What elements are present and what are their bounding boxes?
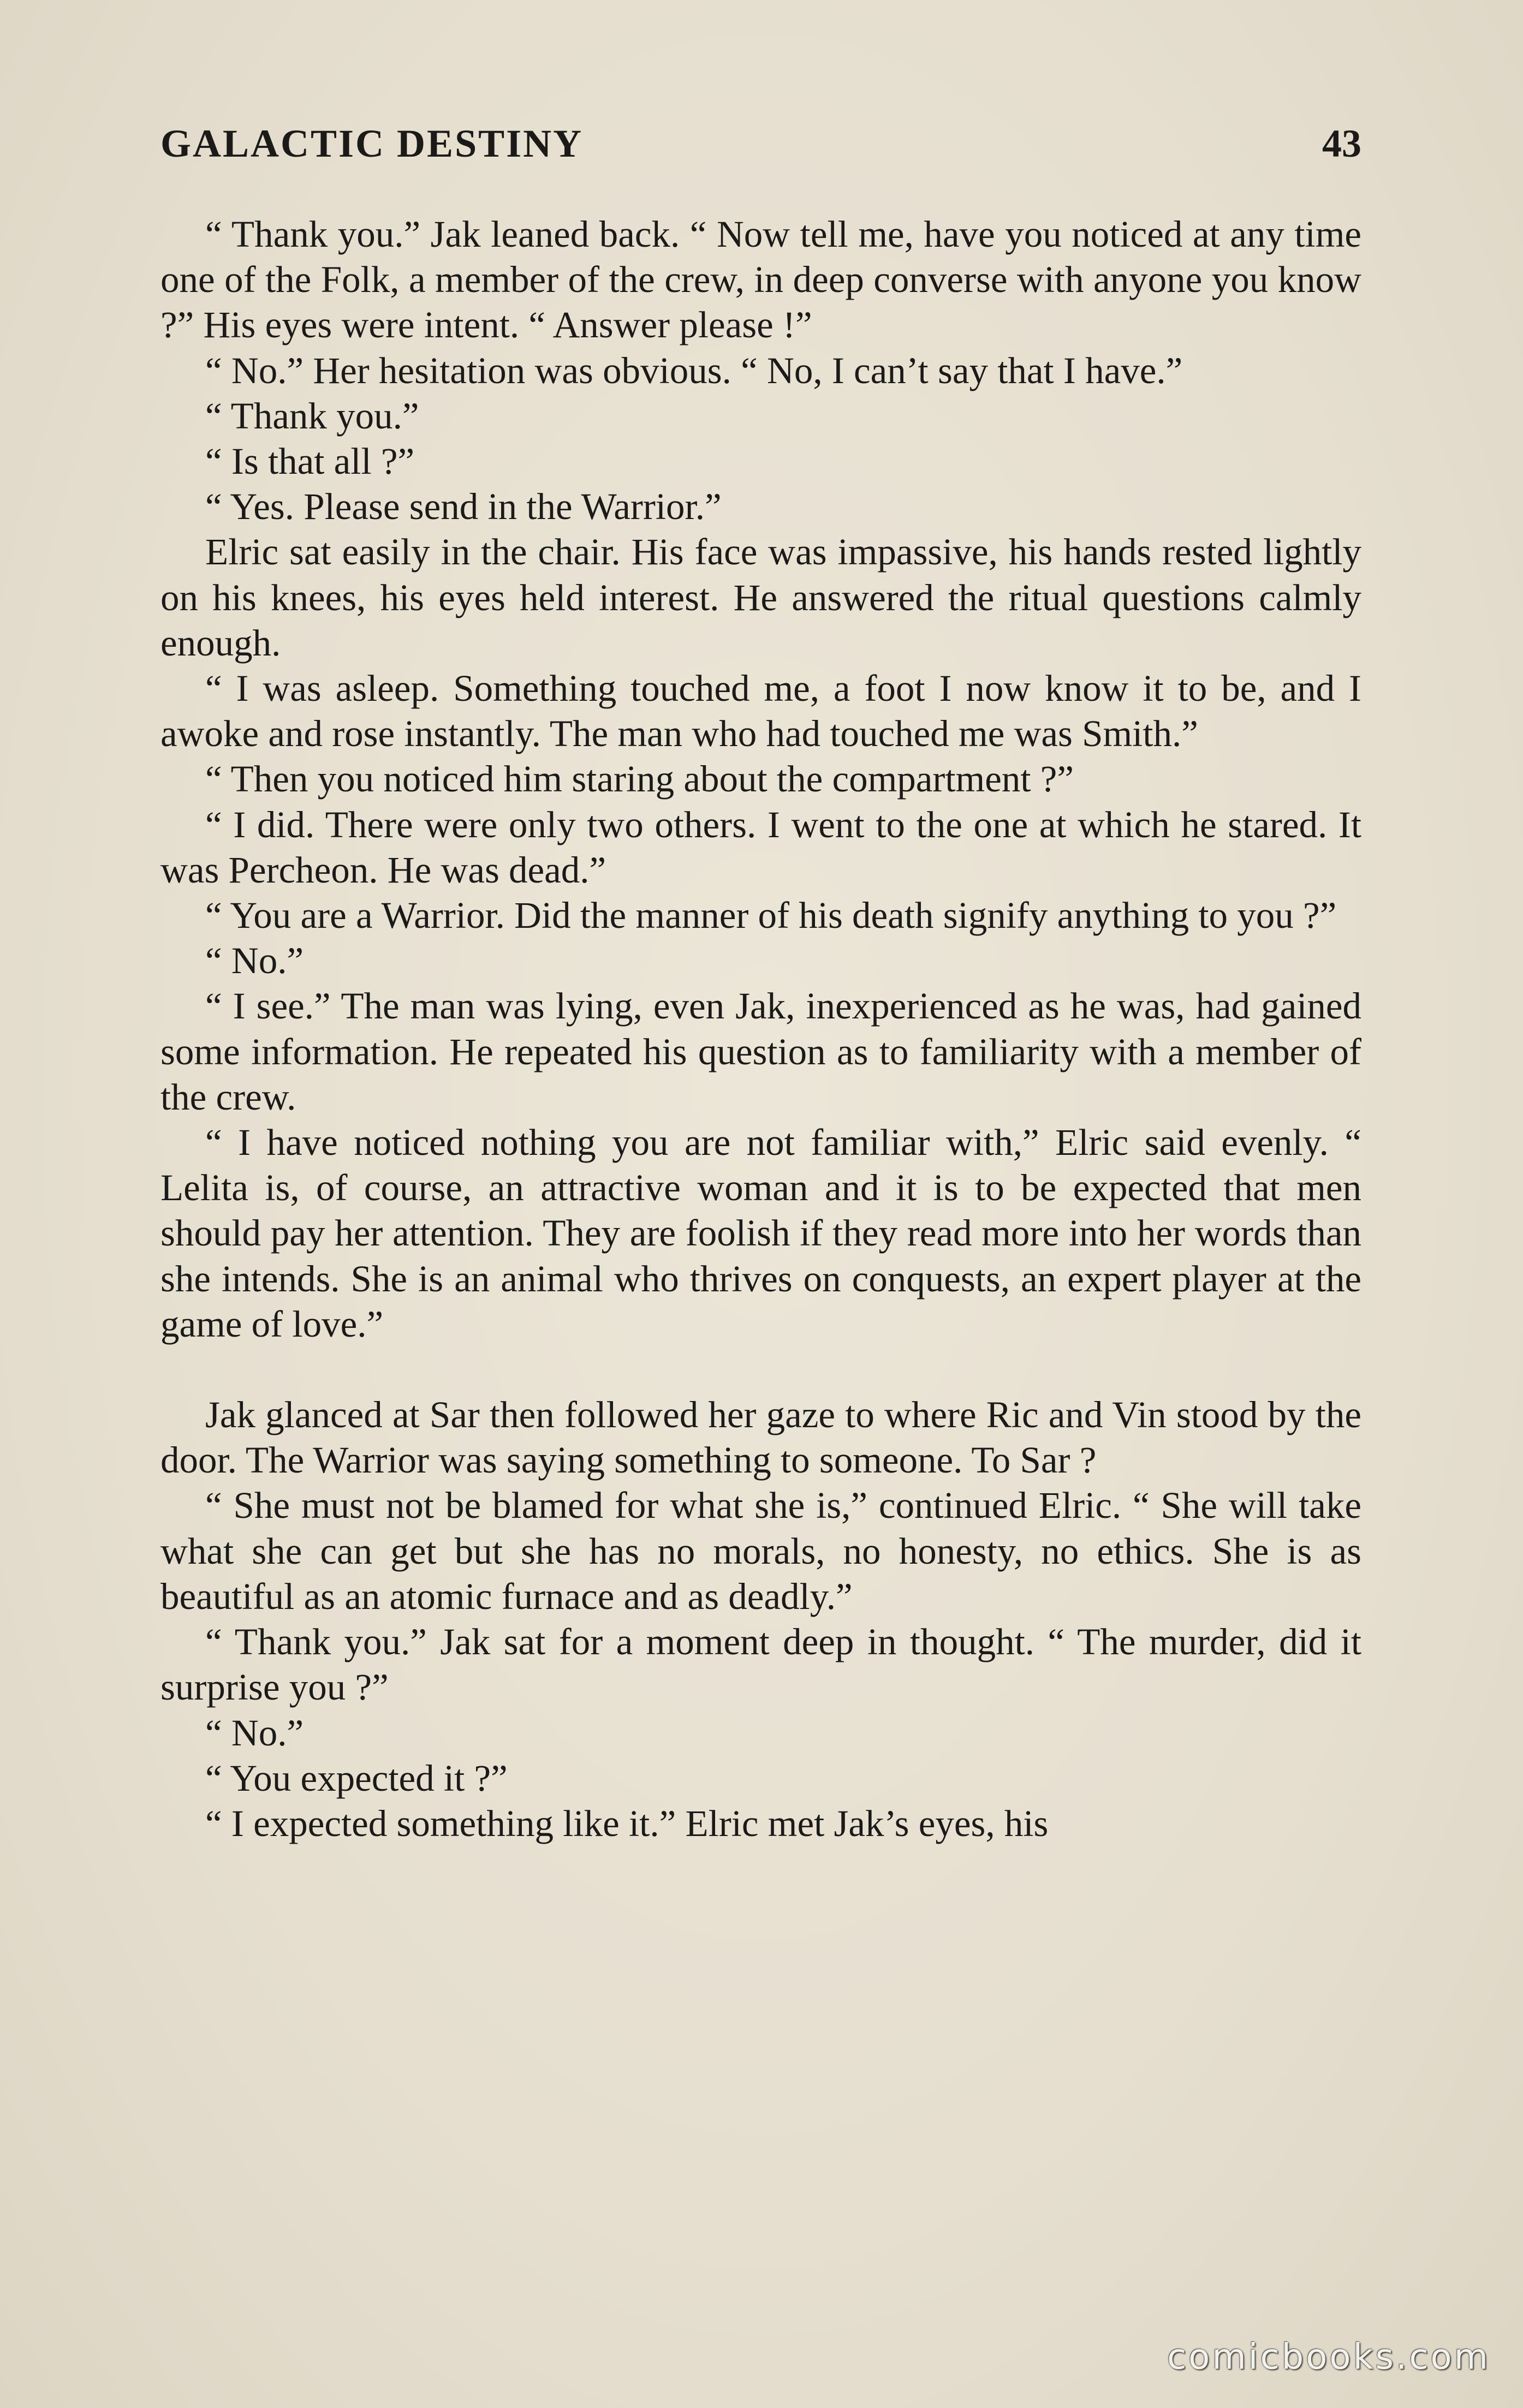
running-head: GALACTIC DESTINY (160, 122, 584, 165)
paragraph: “ You are a Warrior. Did the manner of his death signify anything to you ?” (205, 895, 1337, 937)
paragraph: Elric sat easily in the chair. His face was impassive, his hands rested lightly on his knees, his eyes held interest. He answered the ritual questions calmly enough. (160, 531, 1361, 664)
paragraph: “ Thank you.” Jak sat for a moment deep in thought. “ The murder, did it surprise you ?” (160, 1621, 1361, 1708)
paragraph: “ Yes. Please send in the Warrior.” (205, 486, 722, 528)
paragraph: “ I see.” The man was lying, even Jak, inexperienced as he was, had gained some information. He repeated his question as to familiarity with a member of the crew. (160, 985, 1361, 1118)
paragraph: “ No.” (205, 940, 304, 982)
paragraph: “ You expected it ?” (205, 1757, 508, 1799)
paragraph: Jak glanced at Sar then followed her gaze to where Ric and Vin stood by the door. The Warrior was saying something to someone. To Sar ? (160, 1394, 1361, 1481)
paragraph: “ No.” Her hesitation was obvious. “ No, I can’t say that I have.” (205, 349, 1183, 391)
paragraph: “ She must not be blamed for what she is,” continued Elric. “ She will take what she can get but she has no morals, no honesty, no ethics. She is as beautiful as an atomic furnace and as deadly.” (160, 1485, 1361, 1617)
paragraph: “ I was asleep. Something touched me, a foot I now know it to be, and I awoke and rose instantly. The man who had touched me was Smith.” (160, 667, 1361, 755)
watermark: comicbooks.com (1167, 2337, 1490, 2377)
paragraph: “ I did. There were only two others. I went to the one at which he stared. It was Percheon. He was dead.” (160, 803, 1361, 891)
paragraph: “ Then you noticed him staring about the compartment ?” (205, 758, 1074, 800)
section-break (160, 1347, 1361, 1392)
paragraph: “ Is that all ?” (205, 440, 415, 482)
paragraph: “ No.” (205, 1712, 304, 1754)
paragraph: “ Thank you.” (205, 395, 419, 437)
body-text (160, 212, 1361, 1846)
page-header (160, 121, 1361, 181)
paragraph: “ I expected something like it.” Elric met Jak’s eyes, his (205, 1802, 1049, 1844)
paragraph: “ Thank you.” Jak leaned back. “ Now tell me, have you noticed at any time one of the Folk, a member of the crew, in deep converse with anyone you know ?” His eyes were intent. “ Answer please !” (160, 213, 1361, 346)
page-number: 43 (1322, 122, 1361, 165)
paragraph: “ I have noticed nothing you are not familiar with,” Elric said evenly. “ Lelita is, of course, an attractive woman and it is to be expected that men should pay her attention. They are foolish if they read more into her words than she intends. She is an animal who thrives on conquests, an expert player at the game of love.” (160, 1122, 1361, 1345)
